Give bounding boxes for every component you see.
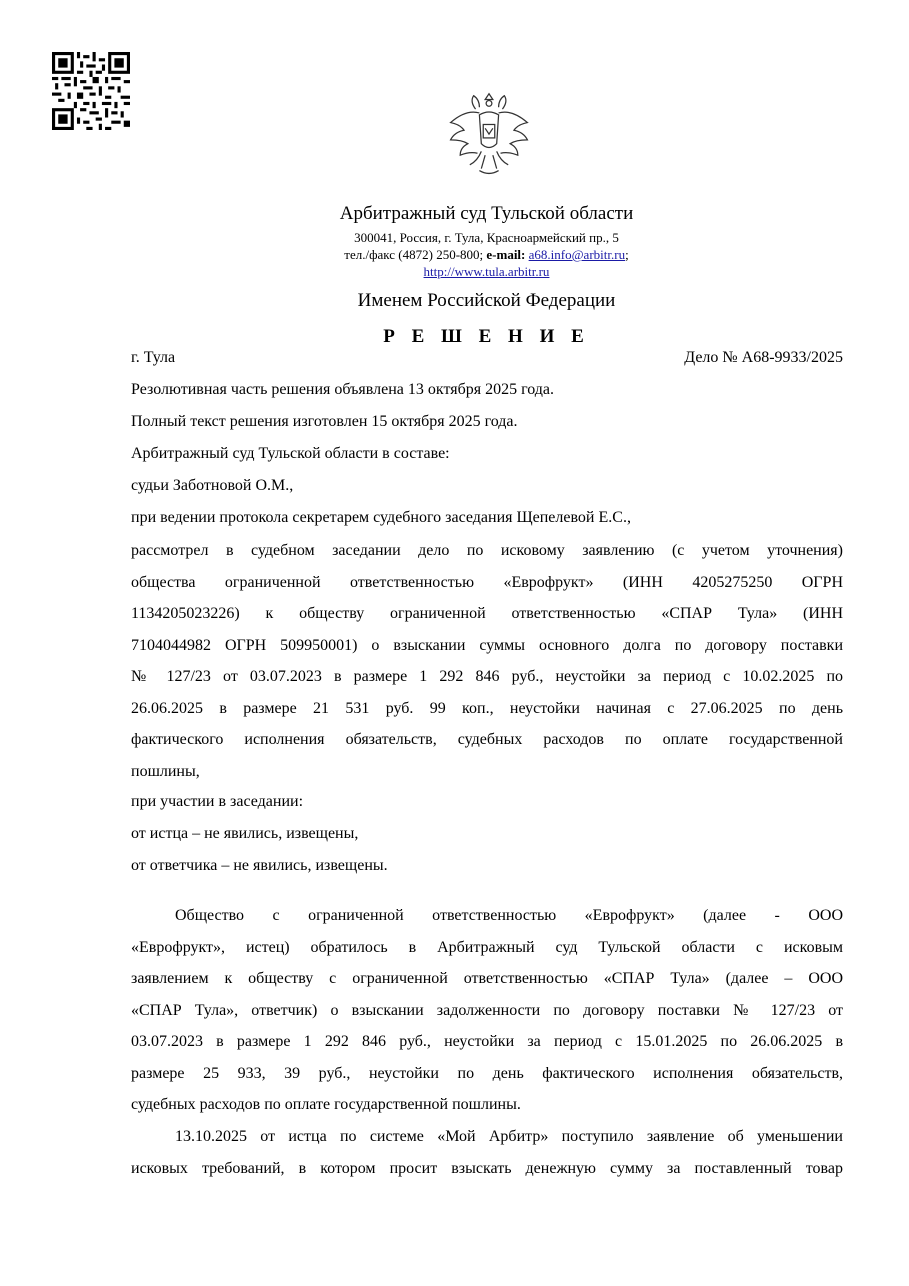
qr-code <box>52 52 130 130</box>
paragraph-line: судебных расходов по оплате государственной пошлины. <box>131 1096 521 1113</box>
intro-line: при ведении протокола секретарем судебного заседания Щепелевой Е.С., <box>131 509 631 526</box>
intro-line: судьи Заботновой О.М., <box>131 477 294 494</box>
paragraph-line: общества ограниченной ответственностью «Еврофрукт» (ИНН 4205275250 ОГРН <box>131 573 843 591</box>
paragraph-claim <box>131 535 843 787</box>
paragraph-line: Общество с ограниченной ответственностью «Еврофрукт» (далее - ООО <box>175 907 843 924</box>
intro-line: Резолютивная часть решения объявлена 13 октября 2025 года. <box>131 381 555 398</box>
paragraph-line: исковых требований, в котором просит взыскать денежную сумму за поставленный товар <box>131 1159 843 1177</box>
participation-line: от ответчика – не явились, извещены. <box>131 857 388 874</box>
coat-of-arms-emblem <box>440 88 538 184</box>
paragraph-line: фактического исполнения обязательств, судебных расходов по оплате государственной <box>131 731 843 748</box>
case-number: Дело № А68-9933/2025 <box>684 349 843 366</box>
paragraph-line: «СПАР Тула», ответчик) о взыскании задолженности по договору поставки № 127/23 от <box>131 1001 843 1019</box>
paragraph-line: заявлением к обществу с ограниченной ответственностью «СПАР Тула» (далее – ООО <box>131 970 843 987</box>
paragraph-line: пошлины, <box>131 762 200 780</box>
court-name: Арбитражный суд Тульской области <box>339 203 634 224</box>
intro-line: Полный текст решения изготовлен 15 октября 2025 года. <box>131 413 518 430</box>
paragraph-background <box>131 900 843 1121</box>
email-suffix: ; <box>625 247 629 262</box>
paragraph-line: 26.06.2025 в размере 21 531 руб. 99 коп., неустойки начиная с 27.06.2025 по день <box>131 699 843 717</box>
court-website-line <box>32 263 909 280</box>
paragraph-line: № 127/23 от 03.07.2023 в размере 1 292 846 руб., неустойки за период с 10.02.2025 по <box>131 668 843 685</box>
participation-line: при участии в заседании: <box>131 793 304 810</box>
intro-line: Арбитражный суд Тульской области в составе: <box>131 445 450 462</box>
court-contacts <box>32 246 909 263</box>
email-label: e-mail: <box>486 247 526 262</box>
court-address: 300041, Россия, г. Тула, Красноармейский пр., 5 <box>354 230 619 245</box>
paragraph-line: 1134205023226) к обществу ограниченной ответственностью «СПАР Тула» (ИНН <box>131 605 843 622</box>
paragraph-line: 7104044982 ОГРН 509950001) о взыскании суммы основного долга по договору поставки <box>131 636 843 654</box>
paragraph-line: «Еврофрукт», истец) обратилось в Арбитражный суд Тульской области с исковым <box>131 938 843 956</box>
paragraph-line: рассмотрел в судебном заседании дело по исковому заявлению (с учетом уточнения) <box>131 542 843 559</box>
participation-line: от истца – не явились, извещены, <box>131 825 359 842</box>
paragraph-line: размере 25 933, 39 руб., неустойки по день фактического исполнения обязательств, <box>131 1064 843 1082</box>
city: г. Тула <box>131 349 176 366</box>
in-name-heading: Именем Российской Федерации <box>357 290 616 311</box>
paragraph-line: 03.07.2023 в размере 1 292 846 руб., неустойки за период с 15.01.2025 по 26.06.2025 в <box>131 1033 843 1050</box>
court-phone: тел./факс (4872) 250-800; <box>344 247 484 262</box>
paragraph-reduction <box>131 1121 843 1184</box>
document-title: Р Е Ш Е Н И Е <box>383 326 590 347</box>
email-link[interactable]: a68.info@arbitr.ru <box>528 247 626 262</box>
website-link[interactable]: http://www.tula.arbitr.ru <box>423 264 550 279</box>
paragraph-line: 13.10.2025 от истца по системе «Мой Арбитр» поступило заявление об уменьшении <box>175 1128 843 1145</box>
